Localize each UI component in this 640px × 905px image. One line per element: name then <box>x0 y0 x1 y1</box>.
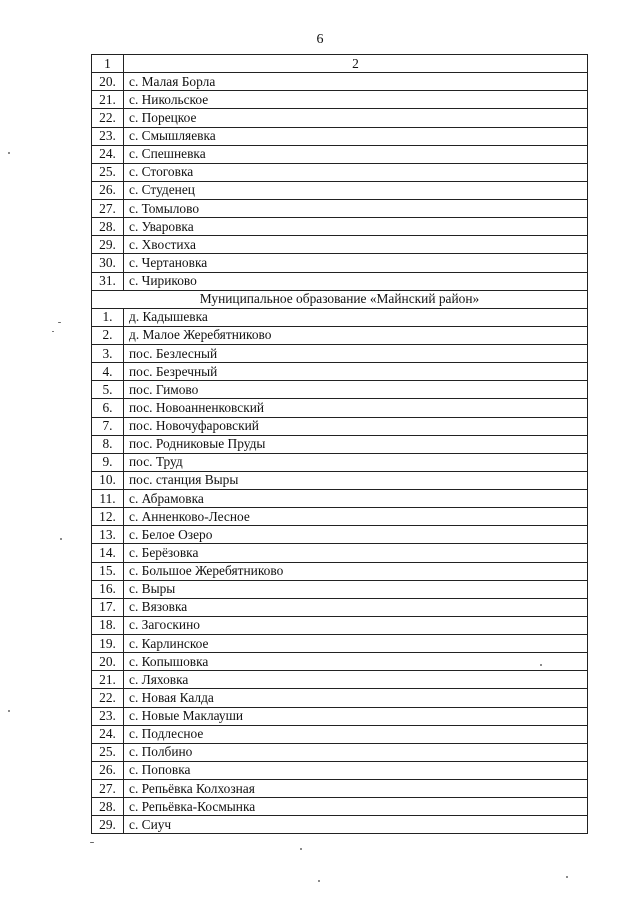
settlement-name: с. Анненково-Лесное <box>124 508 588 526</box>
settlement-name: пос. Новочуфаровский <box>124 417 588 435</box>
table-row <box>92 471 588 489</box>
settlement-name: с. Чертановка <box>124 254 588 272</box>
row-number: 26. <box>92 181 124 199</box>
row-number: 12. <box>92 508 124 526</box>
row-number: 24. <box>92 145 124 163</box>
table-row <box>92 562 588 580</box>
table-row <box>92 635 588 653</box>
row-number: 1. <box>92 308 124 326</box>
table-row <box>92 743 588 761</box>
row-number: 28. <box>92 798 124 816</box>
scan-speck <box>300 848 302 850</box>
row-number: 8. <box>92 435 124 453</box>
table-row <box>92 272 588 290</box>
table-row <box>92 435 588 453</box>
table-row <box>92 780 588 798</box>
scan-speck <box>318 880 320 882</box>
row-number: 7. <box>92 417 124 435</box>
row-number: 2. <box>92 326 124 344</box>
row-number: 22. <box>92 689 124 707</box>
row-number: 14. <box>92 544 124 562</box>
table-row <box>92 598 588 616</box>
page-number: 6 <box>316 32 324 47</box>
settlement-name: с. Новая Калда <box>124 689 588 707</box>
table-row <box>92 399 588 417</box>
settlement-name: пос. Гимово <box>124 381 588 399</box>
settlement-name: пос. Труд <box>124 453 588 471</box>
settlement-name: пос. станция Выры <box>124 471 588 489</box>
row-number: 15. <box>92 562 124 580</box>
settlement-name: с. Репьёвка-Космынка <box>124 798 588 816</box>
settlement-name: с. Хвостиха <box>124 236 588 254</box>
settlement-name: пос. Родниковые Пруды <box>124 435 588 453</box>
table-row <box>92 91 588 109</box>
table-row <box>92 363 588 381</box>
settlement-name: пос. Безречный <box>124 363 588 381</box>
settlement-name: с. Копышовка <box>124 653 588 671</box>
settlement-name: с. Белое Озеро <box>124 526 588 544</box>
table-row <box>92 689 588 707</box>
table-row <box>92 580 588 598</box>
settlement-name: с. Томылово <box>124 200 588 218</box>
settlement-name: с. Малая Борла <box>124 73 588 91</box>
row-number: 6. <box>92 399 124 417</box>
settlement-name: с. Большое Жеребятниково <box>124 562 588 580</box>
table-row <box>92 127 588 145</box>
settlement-name: с. Вязовка <box>124 598 588 616</box>
table-row <box>92 73 588 91</box>
table-row <box>92 798 588 816</box>
settlement-name: с. Абрамовка <box>124 490 588 508</box>
table-row <box>92 236 588 254</box>
row-number: 29. <box>92 816 124 834</box>
table-row <box>92 200 588 218</box>
scan-speck <box>566 876 568 878</box>
settlement-name: с. Спешневка <box>124 145 588 163</box>
scan-speck <box>52 331 54 332</box>
settlement-name: с. Полбино <box>124 743 588 761</box>
row-number: 25. <box>92 163 124 181</box>
settlement-name: с. Берёзовка <box>124 544 588 562</box>
row-number: 17. <box>92 598 124 616</box>
scan-speck <box>8 710 10 712</box>
row-number: 26. <box>92 761 124 779</box>
header-cell-name: 2 <box>124 55 588 73</box>
row-number: 27. <box>92 200 124 218</box>
row-number: 23. <box>92 127 124 145</box>
table-row <box>92 725 588 743</box>
settlements-table <box>91 54 588 834</box>
row-number: 4. <box>92 363 124 381</box>
settlement-name: пос. Новоанненковский <box>124 399 588 417</box>
table-row <box>92 526 588 544</box>
section-row <box>92 290 588 308</box>
table-row <box>92 345 588 363</box>
settlement-name: с. Никольское <box>124 91 588 109</box>
settlement-name: с. Смышляевка <box>124 127 588 145</box>
scan-speck <box>8 152 10 154</box>
settlement-name: с. Стоговка <box>124 163 588 181</box>
row-number: 29. <box>92 236 124 254</box>
settlement-name: д. Малое Жеребятниково <box>124 326 588 344</box>
table-row <box>92 816 588 834</box>
scan-speck <box>60 538 62 540</box>
row-number: 30. <box>92 254 124 272</box>
settlement-name: с. Карлинское <box>124 635 588 653</box>
row-number: 13. <box>92 526 124 544</box>
settlement-name: с. Загоскино <box>124 616 588 634</box>
row-number: 11. <box>92 490 124 508</box>
table-row <box>92 163 588 181</box>
row-number: 21. <box>92 91 124 109</box>
table-row <box>92 508 588 526</box>
settlement-name: с. Репьёвка Колхозная <box>124 780 588 798</box>
row-number: 18. <box>92 616 124 634</box>
table-row <box>92 707 588 725</box>
settlement-name: с. Уваровка <box>124 218 588 236</box>
row-number: 20. <box>92 653 124 671</box>
table-row <box>92 761 588 779</box>
table-header-row <box>92 55 588 73</box>
row-number: 9. <box>92 453 124 471</box>
settlement-name: д. Кадышевка <box>124 308 588 326</box>
scan-speck <box>90 842 94 843</box>
settlement-name: с. Подлесное <box>124 725 588 743</box>
row-number: 31. <box>92 272 124 290</box>
table-row <box>92 145 588 163</box>
row-number: 5. <box>92 381 124 399</box>
table-row <box>92 671 588 689</box>
row-number: 21. <box>92 671 124 689</box>
settlement-name: с. Чириково <box>124 272 588 290</box>
section-title: Муниципальное образование «Майнский район» <box>92 290 588 308</box>
table-row <box>92 308 588 326</box>
settlement-name: с. Новые Маклауши <box>124 707 588 725</box>
header-cell-number: 1 <box>92 55 124 73</box>
row-number: 24. <box>92 725 124 743</box>
scan-speck <box>540 664 542 666</box>
table-row <box>92 254 588 272</box>
row-number: 10. <box>92 471 124 489</box>
row-number: 3. <box>92 345 124 363</box>
table-row <box>92 218 588 236</box>
table-row <box>92 544 588 562</box>
settlement-name: пос. Безлесный <box>124 345 588 363</box>
settlement-name: с. Порецкое <box>124 109 588 127</box>
settlement-name: с. Студенец <box>124 181 588 199</box>
table-row <box>92 616 588 634</box>
settlement-name: с. Выры <box>124 580 588 598</box>
table-row <box>92 381 588 399</box>
row-number: 20. <box>92 73 124 91</box>
settlement-name: с. Ляховка <box>124 671 588 689</box>
table-row <box>92 453 588 471</box>
table-row <box>92 181 588 199</box>
row-number: 27. <box>92 780 124 798</box>
row-number: 28. <box>92 218 124 236</box>
row-number: 23. <box>92 707 124 725</box>
table-row <box>92 490 588 508</box>
table-row <box>92 417 588 435</box>
table-body <box>92 55 588 834</box>
settlement-name: с. Сиуч <box>124 816 588 834</box>
table-row <box>92 326 588 344</box>
row-number: 22. <box>92 109 124 127</box>
scan-speck <box>58 322 61 323</box>
table-row <box>92 653 588 671</box>
table-row <box>92 109 588 127</box>
row-number: 16. <box>92 580 124 598</box>
row-number: 19. <box>92 635 124 653</box>
settlement-name: с. Поповка <box>124 761 588 779</box>
row-number: 25. <box>92 743 124 761</box>
